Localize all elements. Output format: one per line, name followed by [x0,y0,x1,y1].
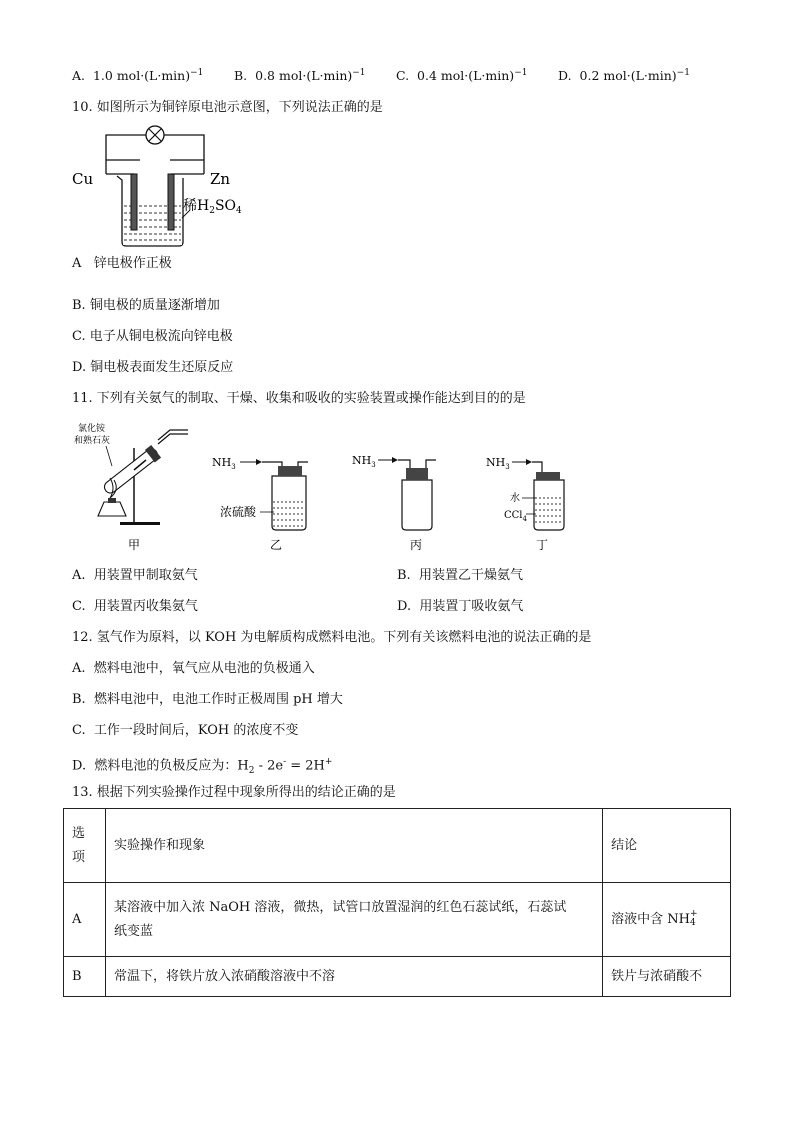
bing-gas-label: $NH_3$ [352,454,376,469]
option-text: 用装置甲制取氨气 [93,568,198,583]
formula-tail: = 2H [286,758,325,774]
option-sup: −1 [352,68,366,78]
row-option: B [64,957,106,997]
option-letter: D. [72,360,87,375]
header-option: 选 项 [64,809,106,883]
q9-option-d [558,68,690,83]
row-operation: 常温下，将铁片放入浓硝酸溶液中不溶 [105,957,602,997]
option-letter: B. [234,68,248,84]
table-row [64,883,731,957]
caption-yi: 乙 [270,538,283,552]
option-text: 1.0 mol·(L·min) [92,68,191,84]
option-text: 用装置丁吸收氨气 [419,599,524,614]
option-text: 用装置乙干燥氨气 [418,568,523,583]
option-letter: C. [72,329,86,344]
jia-label-1: 氯化铵 [78,424,106,434]
row-option: A [64,883,106,957]
formula-mid: - 2e [254,758,284,774]
option-letter: D. [72,758,87,774]
formula-sup: + [324,757,333,767]
q11-stem: 11. 下列有关氨气的制取、干燥、收集和吸收的实验装置或操作能达到目的的是 [72,391,526,406]
q10-option-b [72,298,220,314]
option-sup: −1 [676,68,690,78]
formula-sup: - [283,757,287,767]
option-sup: −1 [190,68,204,78]
q11-option-c [72,599,198,615]
ding-ccl4-label: CCl$_4$ [504,510,527,523]
q12-option-b [72,692,343,708]
q10-stem: 10. 如图所示为铜锌原电池示意图，下列说法正确的是 [72,100,383,115]
caption-ding: 丁 [536,538,549,552]
option-text: 电子从铜电极流向锌电极 [89,329,233,344]
jia-label-2: 和熟石灰 [74,436,111,446]
table-header-row [64,809,731,883]
option-letter: A [72,256,82,271]
row-conclusion: 铁片与浓硝酸不 [603,957,731,997]
yi-gas-label: $NH_3$ [212,456,236,471]
galvanic-cell-figure [70,118,260,253]
q12-option-c [72,723,298,739]
option-text: 锌电极作正极 [93,256,172,271]
option-text: 铜电极的质量逐渐增加 [89,298,220,313]
row-conclusion: 溶液中含 NH + 4 [603,883,731,957]
option-letter: B. [72,298,86,313]
caption-bing: 丙 [410,538,423,552]
row-operation: 某溶液中加入浓 NaOH 溶液，微热，试管口放置湿润的红色石蕊试纸，石蕊试 纸变蓝 [105,883,602,957]
q10-option-a [72,256,172,272]
q12-option-a [72,661,315,677]
option-letter: B. [397,568,411,583]
option-text: 用装置丙收集氨气 [93,599,198,614]
q11-option-d [397,599,523,615]
ding-water-label: 水 [510,493,520,504]
option-text: 铜电极表面发生还原反应 [90,360,234,375]
q9-option-b [234,68,366,83]
option-letter: A. [72,568,86,583]
option-letter: C. [72,599,86,614]
option-letter: A. [72,661,86,676]
q12-option-d [72,754,332,779]
option-text: 燃料电池中，氧气应从电池的负极通入 [93,661,315,676]
q9-option-a [72,68,203,83]
q11-option-a [72,568,198,584]
q12-stem: 12. 氢气作为原料，以 KOH 为电解质构成燃料电池。下列有关该燃料电池的说法正确的是 [72,630,592,645]
q13-stem: 13. 根据下列实验操作过程中现象所得出的结论正确的是 [72,785,396,800]
option-letter: C. [72,723,86,738]
zn-label: Zn [210,170,231,188]
option-text: 工作一段时间后，KOH 的浓度不变 [93,723,299,738]
header-operation: 实验操作和现象 [105,809,602,883]
ammonia-apparatus-figure [70,418,590,558]
option-letter: A. [72,68,86,84]
option-letter: D. [397,599,412,614]
option-text: 0.2 mol·(L·min) [579,68,677,84]
q9-option-c [396,68,527,83]
ding-gas-label: $NH_3$ [486,456,510,471]
option-text: 燃料电池中，电池工作时正极周围 pH 增大 [93,692,343,707]
q10-option-c [72,329,233,345]
yi-liquid-label: 浓硫酸 [220,505,257,519]
option-text: 0.4 mol·(L·min) [417,68,515,84]
formula-sub: 2 [248,765,255,776]
q10-option-d [72,360,233,376]
header-conclusion: 结论 [603,809,731,883]
q11-option-b [397,568,523,584]
zn-electrode [168,174,174,230]
option-letter: C. [396,68,410,84]
option-letter: B. [72,692,86,707]
option-text: 燃料电池的负极反应为：H [94,758,249,774]
cu-label: Cu [72,170,94,188]
option-sup: −1 [514,68,528,78]
caption-jia: 甲 [128,538,141,552]
table-row [64,957,731,997]
option-letter: D. [558,68,572,84]
cu-electrode [131,174,137,230]
q13-table [63,808,731,997]
acid-label: 稀$H_2SO_4$ [183,198,242,216]
option-text: 0.8 mol·(L·min) [255,68,353,84]
